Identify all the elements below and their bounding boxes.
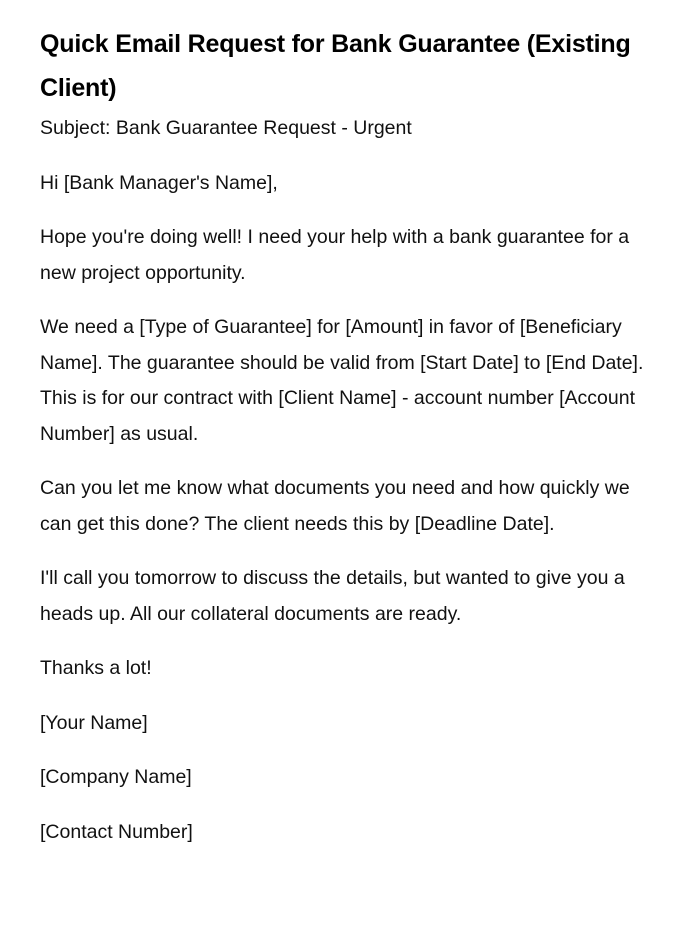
body-paragraph-follow-up: I'll call you tomorrow to discuss the details, but wanted to give you a heads up. All our collateral documents are ready. [40,567,625,625]
document-title: Quick Email Request for Bank Guarantee (Existing Client) [40,30,631,102]
body-paragraph-intro: Hope you're doing well! I need your help with a bank guarantee for a new project opportunity. [40,226,630,284]
signature-name: [Your Name] [40,711,148,734]
email-subject: Subject: Bank Guarantee Request - Urgent [40,117,412,139]
email-closing: Thanks a lot! [40,657,152,679]
body-paragraph-guarantee-details: We need a [Type of Guarantee] for [Amount] in favor of [Beneficiary Name]. The guarantee should be valid from [Start Date] to [End Date]. This is for our contract with [Client Name] - account number [Account Number] as usual. [40,316,644,445]
signature-contact: [Contact Number] [40,820,193,843]
signature-company: [Company Name] [40,766,192,788]
email-greeting: Hi [Bank Manager's Name], [40,171,278,194]
body-paragraph-documents-request: Can you let me know what documents you need and how quickly we can get this done? The client needs this by [Deadline Date]. [40,477,630,535]
